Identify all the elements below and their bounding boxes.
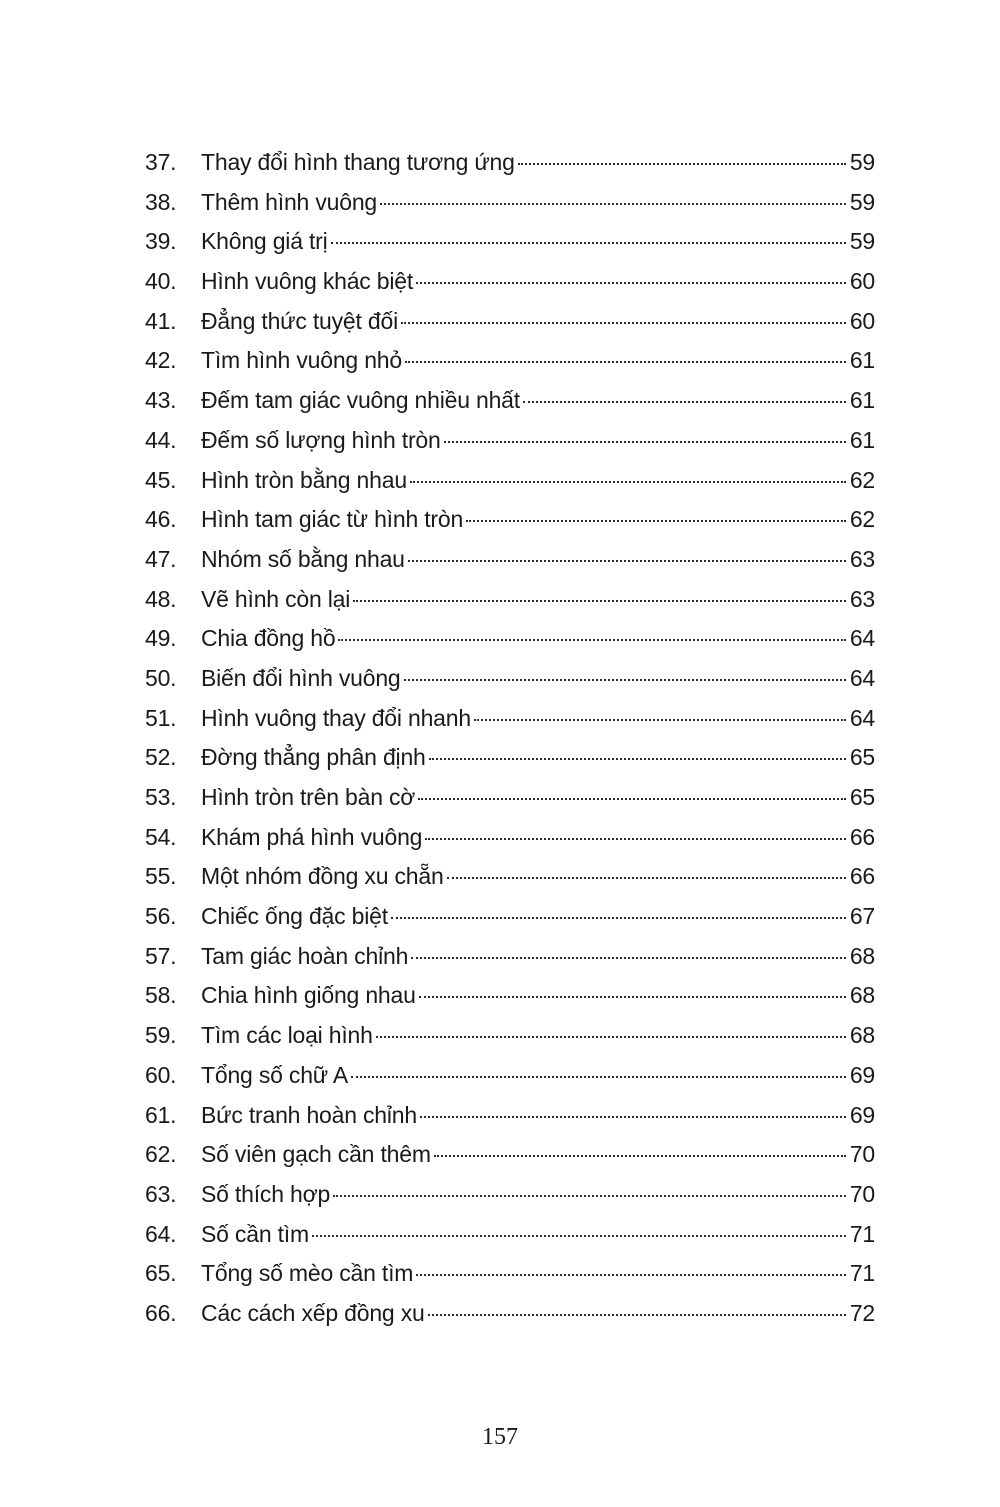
dot-leader [380,203,846,205]
dot-leader [523,401,846,403]
toc-entry-title: Đẳng thức tuyệt đối [201,307,398,334]
toc-entry-page: 71 [849,1220,875,1247]
toc-entry-number: 46. [145,506,177,533]
dot-leader [419,996,846,998]
toc-entry-title: Khám phá hình vuông [201,823,423,850]
toc-entry-number: 40. [145,268,177,295]
toc-entry[interactable] [145,222,875,262]
toc-entry-page: 66 [849,863,875,890]
dot-leader [434,1155,846,1157]
toc-entry[interactable] [145,143,875,183]
toc-entry-number: 59. [145,1022,177,1049]
toc-entry-title: Bức tranh hoàn chỉnh [201,1101,417,1128]
toc-entry-number: 49. [145,625,177,652]
toc-entry[interactable] [145,461,875,501]
toc-entry-number: 54. [145,823,177,850]
dot-leader [425,838,846,840]
toc-entry-page: 68 [849,942,875,969]
toc-entry[interactable] [145,1294,875,1334]
toc-entry[interactable] [145,262,875,302]
toc-entry-page: 59 [849,228,875,255]
toc-entry-number: 44. [145,426,177,453]
toc-entry-number: 50. [145,664,177,691]
toc-entry-page: 67 [849,903,875,930]
toc-entry-page: 64 [849,664,875,691]
toc-entry[interactable] [145,1135,875,1175]
toc-entry-title: Số viên gạch cần thêm [201,1141,431,1168]
toc-entry-number: 55. [145,863,177,890]
toc-entry-title: Đờng thẳng phân định [201,744,426,771]
toc-entry-number: 41. [145,307,177,334]
dot-leader [410,481,846,483]
toc-entry-title: Hình tròn trên bàn cờ [201,784,416,810]
toc-entry-title: Tam giác hoàn chỉnh [201,942,409,969]
toc-entry-page: 71 [849,1260,875,1287]
toc-entry-page: 59 [849,188,875,215]
toc-entry-title: Hình tròn bằng nhau [201,466,407,493]
toc-entry-title: Tìm hình vuông nhỏ [201,347,402,374]
toc-entry[interactable] [145,540,875,580]
dot-leader [447,877,846,879]
toc-entry[interactable] [145,1096,875,1136]
dot-leader [466,520,846,522]
dot-leader [416,1274,846,1276]
page-number: 157 [482,1424,518,1450]
dot-leader [420,1116,846,1118]
toc-entry-title: Không giá trị [201,228,328,255]
toc-entry-title: Nhóm số bằng nhau [201,545,405,572]
toc-entry-number: 58. [145,982,177,1009]
toc-entry[interactable] [145,1215,875,1255]
toc-entry-title: Tổng số mèo cần tìm [201,1260,414,1287]
dot-leader [416,282,846,284]
dot-leader [429,758,846,760]
toc-entry[interactable] [145,1175,875,1215]
dot-leader [405,361,846,363]
toc-entry-number: 61. [145,1101,177,1128]
toc-entry-title: Hình tam giác từ hình tròn [201,506,464,533]
toc-entry-page: 61 [849,426,875,453]
toc-entry-number: 60. [145,1061,177,1088]
dot-leader [338,639,846,641]
toc-entry[interactable] [145,738,875,778]
toc-entry[interactable] [145,500,875,540]
toc-entry-number: 51. [145,704,177,731]
toc-entry-page: 70 [849,1180,875,1207]
dot-leader [408,560,846,562]
dot-leader [376,1036,846,1038]
toc-entry-page: 68 [849,1022,875,1049]
toc-entry[interactable] [145,818,875,858]
toc-entry-number: 37. [145,149,177,175]
toc-entry-number: 42. [145,347,177,374]
toc-entry-title: Biến đổi hình vuông [201,664,401,691]
toc-entry[interactable] [145,1254,875,1294]
toc-entry[interactable] [145,1056,875,1096]
toc-entry[interactable] [145,857,875,897]
toc-entry-page: 61 [849,387,875,414]
toc-entry-number: 57. [145,942,177,969]
toc-entry-title: Thay đổi hình thang tương ứng [201,149,515,175]
toc-entry-page: 63 [849,585,875,612]
toc-entry[interactable] [145,619,875,659]
dot-leader [411,957,846,959]
toc-entry-title: Số cần tìm [201,1220,309,1247]
toc-entry-number: 39. [145,228,177,255]
dot-leader [351,1076,846,1078]
toc-entry[interactable] [145,897,875,937]
toc-entry-title: Đếm số lượng hình tròn [201,426,441,453]
toc-entry-page: 65 [849,784,875,810]
toc-entry[interactable] [145,302,875,342]
toc-entry-page: 70 [849,1141,875,1168]
toc-entry-page: 64 [849,625,875,652]
toc-entry-page: 64 [849,704,875,731]
toc-entry-page: 61 [849,347,875,374]
dot-leader [474,719,846,721]
toc-entry-page: 68 [849,982,875,1009]
toc-entry[interactable] [145,1016,875,1056]
toc-entry-number: 63. [145,1180,177,1207]
toc-entry[interactable] [145,778,875,818]
dot-leader [518,163,846,165]
toc-entry-number: 52. [145,744,177,771]
toc-entry-title: Chiếc ống đặc biệt [201,903,388,930]
toc-entry-page: 62 [849,506,875,533]
toc-entry[interactable] [145,699,875,739]
toc-entry-page: 66 [849,823,875,850]
table-of-contents [145,143,875,1334]
toc-entry[interactable] [145,659,875,699]
toc-entry-title: Một nhóm đồng xu chẵn [201,863,444,890]
toc-entry-page: 63 [849,545,875,572]
dot-leader [391,917,846,919]
dot-leader [331,242,846,244]
dot-leader [401,322,846,324]
toc-entry-title: Hình vuông thay đổi nhanh [201,704,471,731]
toc-entry-number: 43. [145,387,177,414]
toc-entry-title: Chia hình giống nhau [201,982,416,1009]
dot-leader [404,679,846,681]
toc-entry[interactable] [145,381,875,421]
toc-entry-number: 65. [145,1260,177,1287]
toc-entry[interactable] [145,183,875,223]
toc-entry-page: 69 [849,1061,875,1088]
toc-entry-number: 66. [145,1299,177,1326]
toc-entry-number: 38. [145,188,177,215]
toc-entry-title: Tìm các loại hình [201,1022,373,1049]
toc-entry-page: 65 [849,744,875,771]
toc-entry-title: Chia đồng hồ [201,625,336,652]
toc-entry-number: 53. [145,784,177,810]
toc-entry[interactable] [145,976,875,1016]
toc-entry-page: 69 [849,1101,875,1128]
dot-leader [312,1235,846,1237]
toc-entry-title: Các cách xếp đồng xu [201,1299,425,1326]
toc-entry-number: 48. [145,585,177,612]
dot-leader [418,798,846,800]
toc-entry[interactable] [145,421,875,461]
dot-leader [444,441,846,443]
toc-entry-title: Hình vuông khác biệt [201,268,414,295]
toc-entry-number: 62. [145,1141,177,1168]
dot-leader [333,1195,846,1197]
toc-entry[interactable] [145,937,875,977]
toc-entry-title: Số thích hợp [201,1180,331,1207]
toc-entry-title: Vẽ hình còn lại [201,585,351,612]
toc-entry-number: 64. [145,1220,177,1247]
toc-entry-number: 47. [145,545,177,572]
toc-entry-number: 45. [145,466,177,493]
toc-entry-page: 72 [849,1299,875,1326]
toc-entry[interactable] [145,341,875,381]
dot-leader [428,1314,846,1316]
toc-entry-title: Tổng số chữ A [201,1061,349,1088]
toc-entry-title: Đếm tam giác vuông nhiều nhất [201,387,520,414]
toc-entry[interactable] [145,580,875,620]
toc-entry-page: 60 [849,268,875,295]
dot-leader [353,600,846,602]
toc-entry-page: 59 [849,149,875,175]
toc-entry-title: Thêm hình vuông [201,188,378,215]
toc-entry-page: 62 [849,466,875,493]
toc-entry-page: 60 [849,307,875,334]
toc-entry-number: 56. [145,903,177,930]
